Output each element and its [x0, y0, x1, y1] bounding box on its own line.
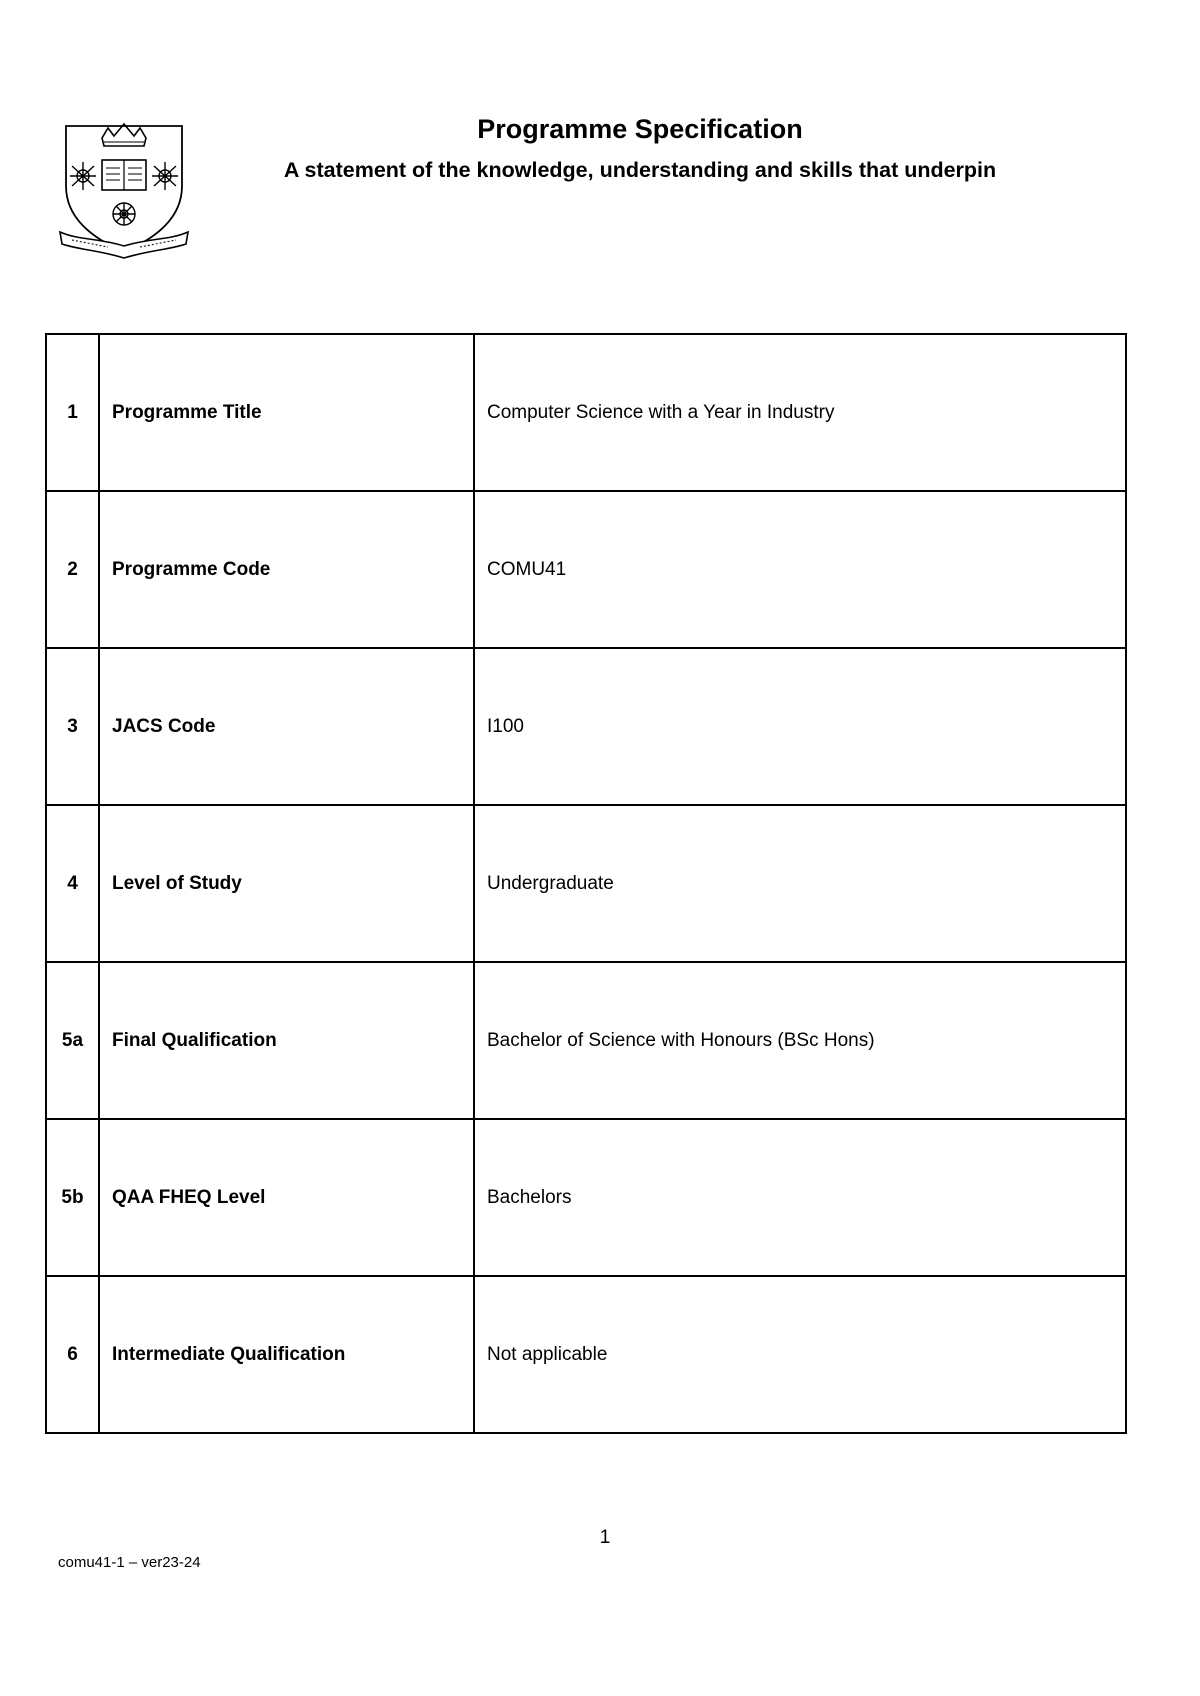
row-value: Not applicable [474, 1276, 1126, 1433]
row-label: Intermediate Qualification [99, 1276, 474, 1433]
table-row [46, 648, 1126, 805]
row-label: Level of Study [99, 805, 474, 962]
row-value: COMU41 [474, 491, 1126, 648]
row-value: I100 [474, 648, 1126, 805]
table-row [46, 334, 1126, 491]
row-number: 5a [46, 962, 99, 1119]
row-value: Bachelor of Science with Honours (BSc Hons) [474, 962, 1126, 1119]
university-crest-icon [58, 120, 190, 262]
table-row [46, 962, 1126, 1119]
table-row [46, 1119, 1126, 1276]
row-label: JACS Code [99, 648, 474, 805]
programme-details-table [45, 333, 1127, 1434]
page-title: Programme Specification [477, 114, 803, 144]
row-number: 2 [46, 491, 99, 648]
table-row [46, 805, 1126, 962]
document-reference: comu41-1 – ver23-24 [58, 1554, 201, 1571]
row-label: Programme Code [99, 491, 474, 648]
row-value: Computer Science with a Year in Industry [474, 334, 1126, 491]
page-number: 1 [599, 1527, 611, 1548]
row-label: QAA FHEQ Level [99, 1119, 474, 1276]
page-subtitle: A statement of the knowledge, understanding and skills that underpin [283, 158, 997, 182]
row-number: 6 [46, 1276, 99, 1433]
row-number: 1 [46, 334, 99, 491]
row-label: Final Qualification [99, 962, 474, 1119]
row-value: Undergraduate [474, 805, 1126, 962]
row-number: 5b [46, 1119, 99, 1276]
table-row [46, 1276, 1126, 1433]
row-number: 4 [46, 805, 99, 962]
table-row [46, 491, 1126, 648]
row-label: Programme Title [99, 334, 474, 491]
row-value: Bachelors [474, 1119, 1126, 1276]
row-number: 3 [46, 648, 99, 805]
